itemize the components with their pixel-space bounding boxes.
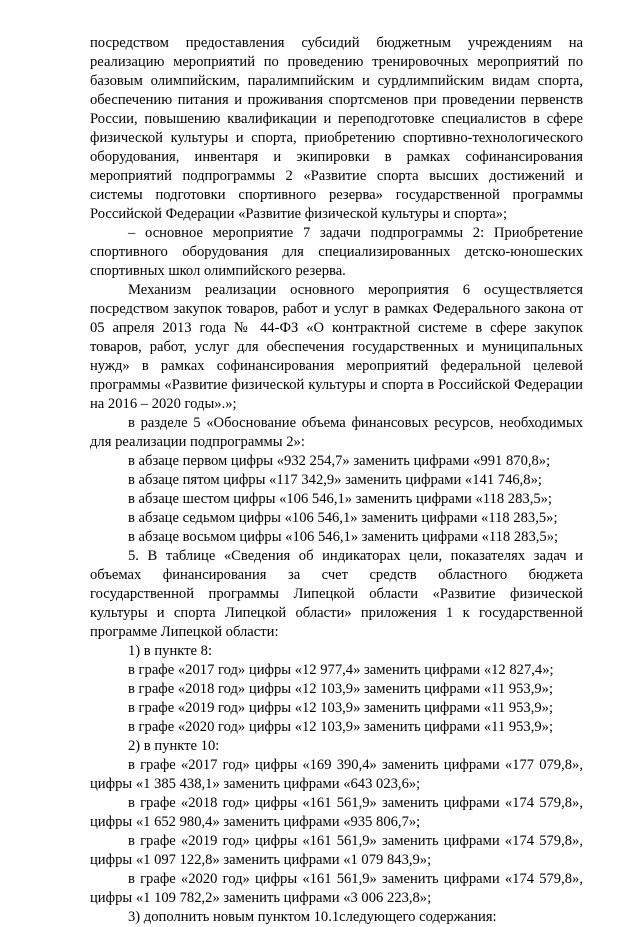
document-page — [90, 34, 583, 927]
paragraph-p8-2019: в графе «2019 год» цифры «12 103,9» заменить цифрами «11 953,9»; — [128, 700, 554, 716]
paragraph-p10-2019: в графе «2019 год» цифры «161 561,9» заменить цифрами «174 579,8», цифры «1 097 122,8» заменить цифрами «1 079 843,9»; — [90, 833, 583, 868]
paragraph-section-5: в разделе 5 «Обоснование объема финансовых ресурсов, необходимых для реализации подпрограммы 2»: — [90, 415, 583, 450]
paragraph-1: посредством предоставления субсидий бюджетным учреждениям на реализацию мероприятий по проведению тренировочных мероприятий по базовым олимпийским, паралимпийским и сурдлимпийским видам спорта, обеспечению питания и проживания спортсменов при проведении первенств России, повышению квалификации и переподготовке специалистов в сфере физической культуры и спорта, приобретению спортивно-технологического оборудования, инвентаря и экипировки в рамках софинансирования мероприятий подпрограммы 2 «Развитие спорта высших достижений и системы подготовки спортивного резерва» государственной программы Российской Федерации «Развитие физической культуры и спорта»; — [90, 35, 583, 222]
list-item-2: 2) в пункте 10: — [128, 738, 220, 754]
paragraph-abzac-7: в абзаце седьмом цифры «106 546,1» заменить цифрами «118 283,5»; — [128, 510, 558, 526]
paragraph-p10-2017: в графе «2017 год» цифры «169 390,4» заменить цифрами «177 079,8», цифры «1 385 438,1» заменить цифрами «643 023,6»; — [90, 757, 583, 792]
paragraph-p10-2018: в графе «2018 год» цифры «161 561,9» заменить цифрами «174 579,8», цифры «1 652 980,4» заменить цифрами «935 806,7»; — [90, 795, 583, 830]
paragraph-abzac-8: в абзаце восьмом цифры «106 546,1» заменить цифрами «118 283,5»; — [128, 529, 559, 545]
list-item-3: 3) дополнить новым пунктом 10.1следующего содержания: — [128, 909, 497, 925]
paragraph-abzac-6: в абзаце шестом цифры «106 546,1» заменить цифрами «118 283,5»; — [128, 491, 552, 507]
paragraph-abzac-5: в абзаце пятом цифры «117 342,9» заменить цифрами «141 746,8»; — [128, 472, 542, 488]
paragraph-p8-2020: в графе «2020 год» цифры «12 103,9» заменить цифрами «11 953,9»; — [128, 719, 554, 735]
paragraph-item-5: 5. В таблице «Сведения об индикаторах цели, показателях задач и объемах финансирования за счет средств областного бюджета государственной программы Липецкой области «Развитие физической культуры и спорта Липецкой области» приложения 1 к государственной программе Липецкой области: — [90, 548, 583, 640]
paragraph-main-activity-7: – основное мероприятие 7 задачи подпрограммы 2: Приобретение спортивного оборудования для специализированных детско-юношеских спортивных школ олимпийского резерва. — [90, 225, 583, 279]
paragraph-p8-2017: в графе «2017 год» цифры «12 977,4» заменить цифрами «12 827,4»; — [128, 662, 554, 678]
paragraph-mechanism: Механизм реализации основного мероприятия 6 осуществляется посредством закупок товаров, работ и услуг в рамках Федерального закона от 05 апреля 2013 года № 44-ФЗ «О контрактной системе в сфере закупок товаров, работ, услуг для обеспечения государственных и муниципальных нужд» в рамках софинансирования мероприятий федеральной целевой программы «Развитие физической культуры и спорта в Российской Федерации на 2016 – 2020 годы».»; — [90, 282, 583, 412]
paragraph-p8-2018: в графе «2018 год» цифры «12 103,9» заменить цифрами «11 953,9»; — [128, 681, 554, 697]
list-item-1: 1) в пункте 8: — [128, 643, 213, 659]
paragraph-abzac-1: в абзаце первом цифры «932 254,7» заменить цифрами «991 870,8»; — [128, 453, 551, 469]
paragraph-p10-2020: в графе «2020 год» цифры «161 561,9» заменить цифрами «174 579,8», цифры «1 109 782,2» заменить цифрами «3 006 223,8»; — [90, 871, 583, 906]
